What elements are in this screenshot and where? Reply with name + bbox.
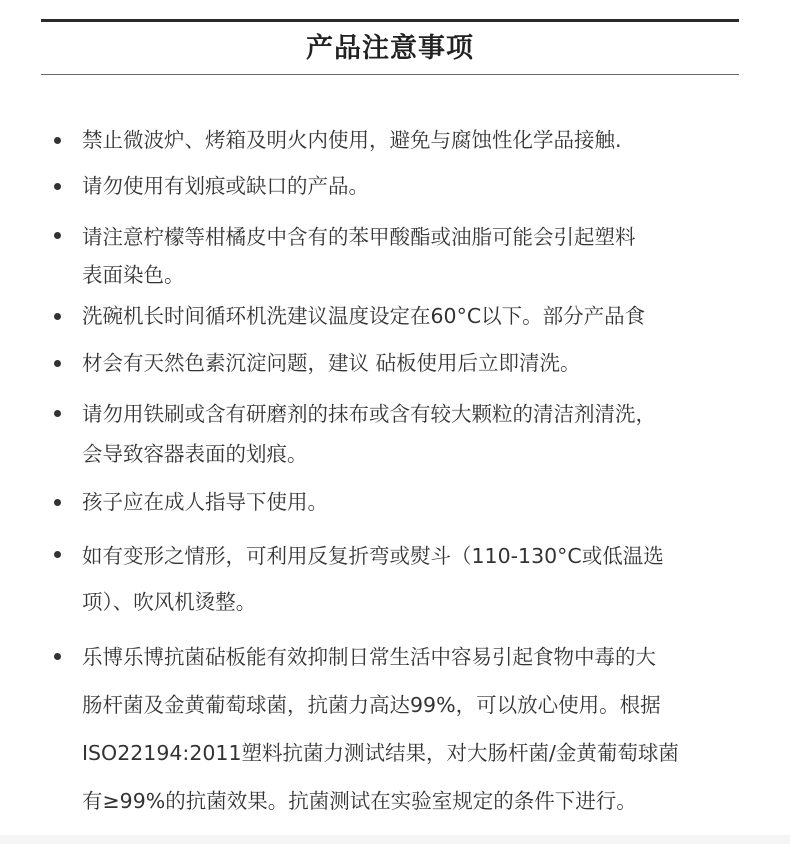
- bullet-dot: [54, 232, 61, 239]
- bullet-dot: [54, 499, 61, 506]
- list-item-text: 禁止微波炉、烤箱及明火内使用，避免与腐蚀性化学品接触.: [82, 128, 622, 152]
- bullet-dot: [54, 653, 61, 660]
- bullet-dot: [54, 313, 61, 320]
- title-top-rule: [41, 19, 739, 22]
- title-bottom-rule: [41, 74, 739, 75]
- bullet-dot: [54, 137, 61, 144]
- list-item-text: 材会有天然色素沉淀问题，建议 砧板使用后立即清洗。: [82, 351, 581, 375]
- list-item-text: 洗碗机长时间循环机洗建议温度设定在60°C以下。部分产品食: [82, 304, 646, 328]
- bullet-dot: [54, 410, 61, 417]
- list-item-text: 乐博乐博抗菌砧板能有效抑制日常生活中容易引起食物中毒的大 肠杆菌及金黄葡萄球菌，抗菌力高达99%，可以放心使用。根据 ISO22194:2011塑料抗菌力测试结果，对大肠杆菌/金黄葡萄球菌 有≥99%的抗菌效果。抗菌测试在实验室规定的条件下进行。: [82, 645, 679, 813]
- list-item-text: 请勿用铁刷或含有研磨剂的抹布或含有较大颗粒的清洁剂清洗， 会导致容器表面的划痕。: [82, 402, 656, 466]
- bullet-dot: [54, 551, 61, 558]
- list-item-text: 孩子应在成人指导下使用。: [82, 490, 328, 514]
- bullet-dot: [54, 360, 61, 367]
- list-item-text: 请注意柠檬等柑橘皮中含有的苯甲酸酯或油脂可能会引起塑料 表面染色。: [82, 225, 636, 287]
- bottom-background-band: [0, 835, 790, 844]
- bullet-dot: [54, 183, 61, 190]
- list-item-text: 如有变形之情形，可利用反复折弯或熨斗（110-130°C或低温选 项）、吹风机烫整。: [82, 544, 664, 614]
- list-item-text: 请勿使用有划痕或缺口的产品。: [82, 174, 369, 198]
- page-title: 产品注意事项: [306, 33, 474, 64]
